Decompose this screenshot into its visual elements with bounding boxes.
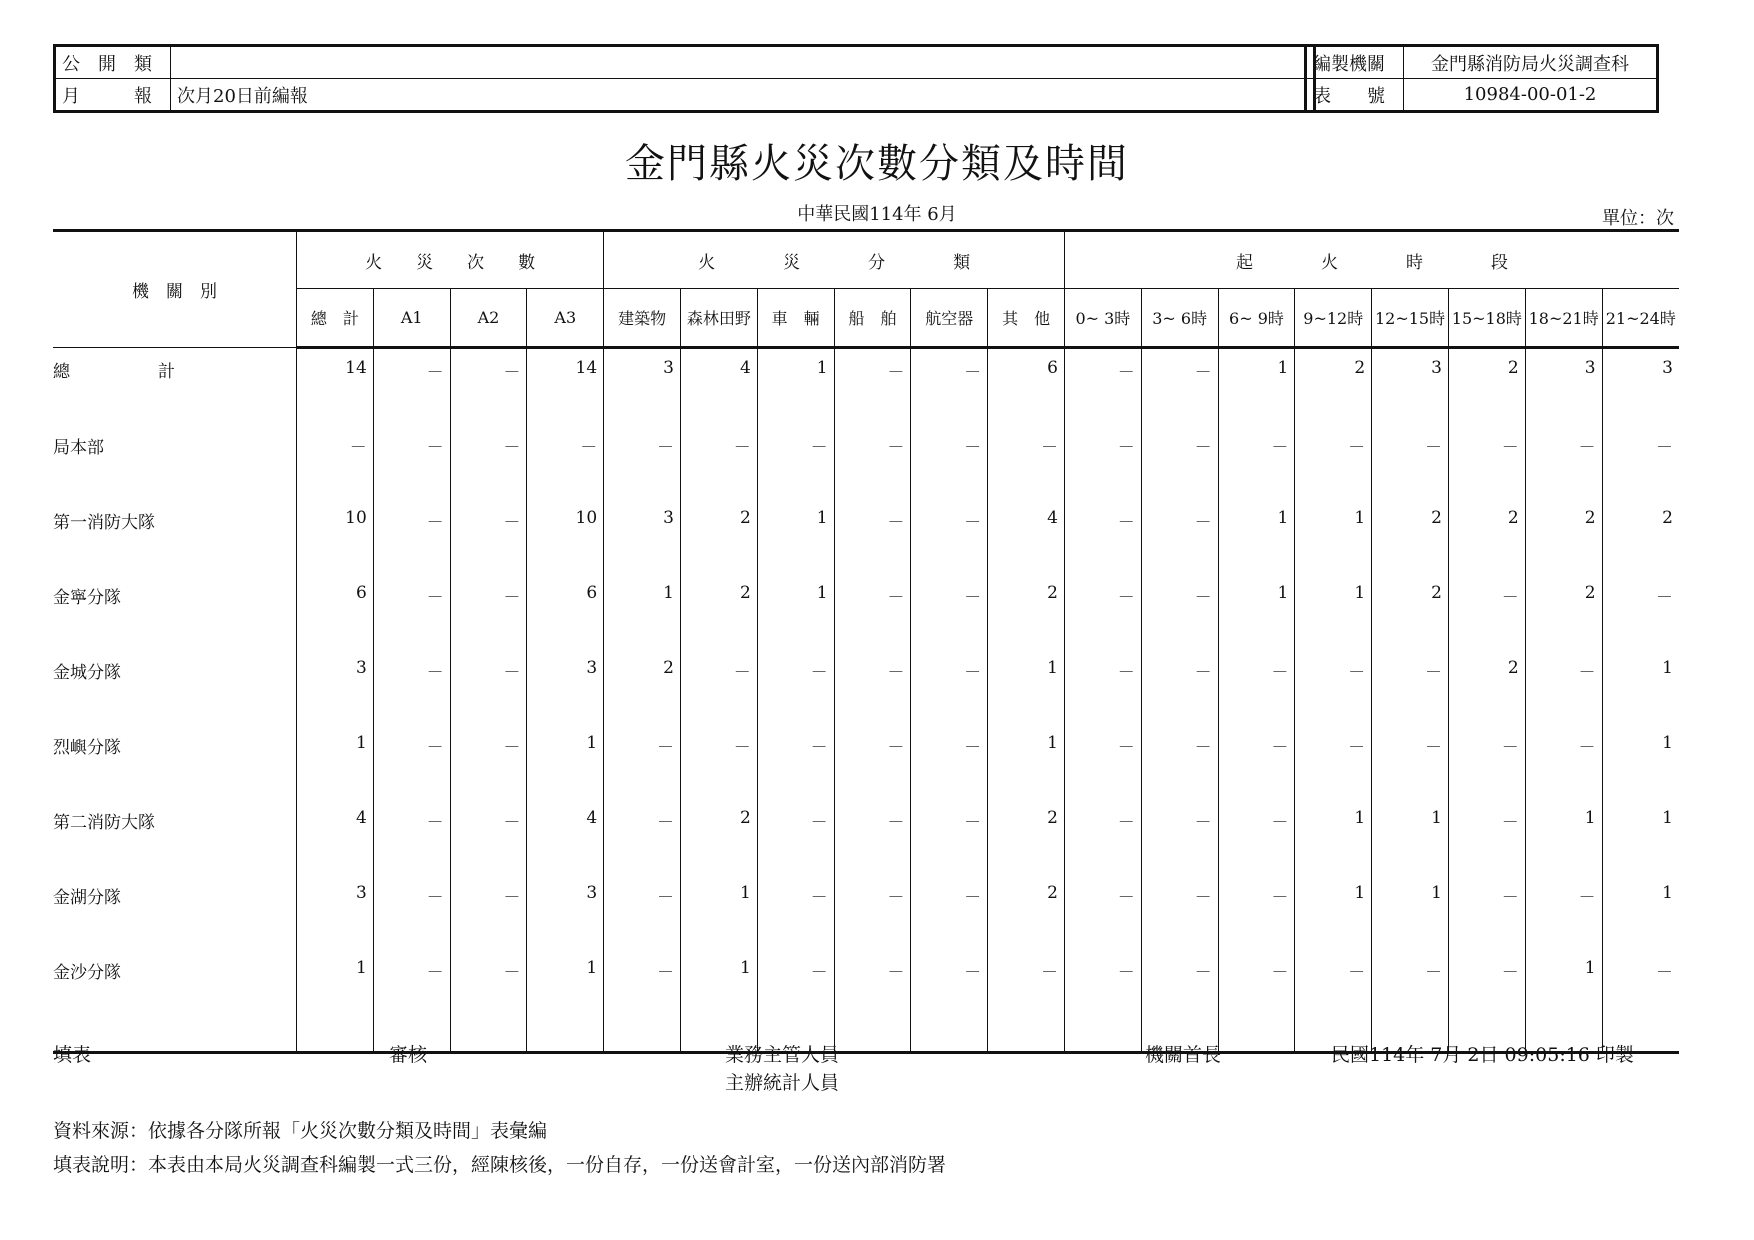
group-header-fire-count: 火 災 次 數 — [297, 231, 604, 289]
value-cell: － — [604, 724, 681, 799]
value-cell: － — [604, 424, 681, 499]
value-cell: － — [1218, 424, 1295, 499]
value-cell: － — [834, 724, 911, 799]
value-cell: － — [757, 424, 834, 499]
value-cell: － — [1218, 949, 1295, 1053]
org-name-cell: 第一消防大隊 — [53, 513, 155, 533]
value-cell: － — [911, 574, 988, 649]
value-cell: － — [911, 874, 988, 949]
value-cell: 1 — [297, 724, 374, 799]
value-cell: － — [1141, 649, 1218, 724]
table-row — [53, 874, 1679, 949]
value-cell: － — [1602, 574, 1679, 649]
header-label-agency: 編製機關 — [1306, 46, 1404, 79]
value-cell: － — [450, 649, 527, 724]
value-cell: － — [834, 348, 911, 425]
subheader-cell: 車 輛 — [757, 289, 834, 348]
value-cell: － — [834, 799, 911, 874]
table-row — [53, 949, 1679, 1053]
header-label-monthly: 月 報 — [55, 79, 171, 112]
value-cell: 1 — [1218, 499, 1295, 574]
subheader-cell: A3 — [527, 289, 604, 348]
value-cell: － — [1448, 424, 1525, 499]
group-header-fire-time: 起 火 時 段 — [1064, 231, 1679, 289]
value-cell: 3 — [604, 499, 681, 574]
header-right-box — [1304, 44, 1659, 113]
subheader-cell: A2 — [450, 289, 527, 348]
value-cell: － — [1295, 424, 1372, 499]
value-cell: 10 — [297, 499, 374, 574]
value-cell: － — [834, 574, 911, 649]
value-cell: 1 — [1295, 874, 1372, 949]
value-cell: 1 — [1218, 348, 1295, 425]
value-cell: － — [450, 799, 527, 874]
value-cell: 1 — [1218, 574, 1295, 649]
table-body — [53, 348, 1679, 1053]
footer-head: 機關首長 — [1145, 1044, 1222, 1066]
org-name-part: 計 — [158, 362, 175, 382]
value-cell: 3 — [297, 649, 374, 724]
org-name-cell: 金寧分隊 — [53, 588, 121, 608]
value-cell: － — [1141, 799, 1218, 874]
value-cell: 10 — [527, 499, 604, 574]
value-cell: － — [450, 348, 527, 425]
value-cell: 2 — [988, 574, 1065, 649]
group-header-fire-category: 火 災 分 類 — [604, 231, 1065, 289]
org-name-cell — [53, 348, 297, 425]
value-cell: 2 — [680, 574, 757, 649]
value-cell: － — [911, 724, 988, 799]
value-cell: 1 — [1602, 799, 1679, 874]
value-cell: 2 — [1372, 499, 1449, 574]
report-period: 中華民國114年 6月 — [797, 204, 957, 225]
footer-supervisor: 業務主管人員 — [725, 1044, 840, 1066]
value-cell: － — [1141, 574, 1218, 649]
value-cell: － — [1064, 949, 1141, 1053]
value-cell: 1 — [604, 574, 681, 649]
value-cell: － — [1448, 574, 1525, 649]
value-cell: 3 — [604, 348, 681, 425]
value-cell: 1 — [680, 949, 757, 1053]
header-left-box — [53, 44, 1316, 113]
value-cell: 1 — [757, 574, 834, 649]
value-cell: 1 — [527, 949, 604, 1053]
value-cell: 1 — [680, 874, 757, 949]
footer-fill: 填表 — [53, 1044, 92, 1066]
value-cell: 2 — [1602, 499, 1679, 574]
value-cell: 6 — [988, 348, 1065, 425]
value-cell: － — [1064, 348, 1141, 425]
value-cell: － — [911, 799, 988, 874]
value-cell: 6 — [297, 574, 374, 649]
value-cell: 1 — [1295, 499, 1372, 574]
value-cell: － — [1372, 949, 1449, 1053]
table-row — [53, 649, 1679, 724]
value-cell: － — [1295, 649, 1372, 724]
value-cell: 2 — [680, 799, 757, 874]
value-cell: － — [297, 424, 374, 499]
subheader-cell: 3~ 6時 — [1141, 289, 1218, 348]
value-cell: － — [373, 949, 450, 1053]
subheader-cell: 船 舶 — [834, 289, 911, 348]
value-cell: － — [680, 724, 757, 799]
value-cell: － — [604, 874, 681, 949]
value-cell: 2 — [1525, 499, 1602, 574]
value-cell: － — [373, 574, 450, 649]
value-cell: － — [1064, 724, 1141, 799]
value-cell: － — [527, 424, 604, 499]
footer-statistician: 主辦統計人員 — [725, 1072, 840, 1094]
value-cell: 1 — [297, 949, 374, 1053]
value-cell: － — [757, 874, 834, 949]
subheader-cell: 18~21時 — [1525, 289, 1602, 348]
value-cell: 1 — [1372, 799, 1449, 874]
value-cell: 1 — [988, 724, 1065, 799]
value-cell: － — [373, 874, 450, 949]
value-cell: － — [757, 949, 834, 1053]
subheader-cell: 建築物 — [604, 289, 681, 348]
value-cell: － — [757, 799, 834, 874]
value-cell: 1 — [1602, 724, 1679, 799]
table-row — [53, 499, 1679, 574]
value-cell: － — [1218, 799, 1295, 874]
value-cell: 1 — [1295, 799, 1372, 874]
value-cell: － — [1141, 499, 1218, 574]
value-cell: － — [757, 724, 834, 799]
value-cell: － — [1448, 874, 1525, 949]
value-cell: 4 — [680, 348, 757, 425]
value-cell: － — [1525, 649, 1602, 724]
value-cell: － — [1064, 424, 1141, 499]
subheader-cell: 9~12時 — [1295, 289, 1372, 348]
value-cell: 1 — [527, 724, 604, 799]
value-cell: 3 — [1372, 348, 1449, 425]
value-cell: 3 — [1602, 348, 1679, 425]
value-cell: 1 — [1295, 574, 1372, 649]
value-cell: － — [1064, 799, 1141, 874]
value-cell: － — [680, 649, 757, 724]
value-cell: － — [911, 949, 988, 1053]
value-cell: 3 — [527, 874, 604, 949]
signature-footer — [53, 1040, 1679, 1100]
org-name-cell: 第二消防大隊 — [53, 813, 155, 833]
value-cell: － — [604, 949, 681, 1053]
value-cell: － — [1448, 724, 1525, 799]
value-cell: 1 — [757, 499, 834, 574]
subheader-cell: 15~18時 — [1448, 289, 1525, 348]
subheader-cell: A1 — [373, 289, 450, 348]
value-cell: － — [911, 499, 988, 574]
subheader-cell: 其 他 — [988, 289, 1065, 348]
table-row — [53, 799, 1679, 874]
value-cell: 1 — [988, 649, 1065, 724]
table-row — [53, 348, 1679, 425]
value-cell: － — [1064, 874, 1141, 949]
value-cell: － — [834, 499, 911, 574]
value-cell: 1 — [1525, 799, 1602, 874]
value-cell: 14 — [527, 348, 604, 425]
value-cell: 2 — [1295, 348, 1372, 425]
value-cell: 6 — [527, 574, 604, 649]
value-cell: － — [1295, 949, 1372, 1053]
value-cell: － — [1295, 724, 1372, 799]
value-cell: 4 — [297, 799, 374, 874]
value-cell: － — [373, 799, 450, 874]
value-cell: 2 — [1372, 574, 1449, 649]
value-cell: 2 — [1448, 348, 1525, 425]
value-cell: － — [373, 724, 450, 799]
header-label-form-no: 表 號 — [1306, 79, 1404, 112]
value-cell: － — [373, 424, 450, 499]
header-label-public: 公 開 類 — [55, 46, 171, 79]
value-cell: － — [1448, 949, 1525, 1053]
subheader-row — [53, 289, 1679, 348]
value-cell: － — [1372, 424, 1449, 499]
subheader-cell: 森林田野 — [680, 289, 757, 348]
table-row — [53, 724, 1679, 799]
org-name-cell: 金沙分隊 — [53, 949, 297, 1053]
header-value-public — [171, 46, 1315, 79]
value-cell: － — [1602, 949, 1679, 1053]
value-cell: － — [1525, 424, 1602, 499]
org-column-header: 機 關 別 — [53, 231, 297, 348]
value-cell: － — [1525, 724, 1602, 799]
value-cell: － — [373, 348, 450, 425]
value-cell: － — [604, 799, 681, 874]
value-cell: － — [1141, 724, 1218, 799]
value-cell: － — [450, 574, 527, 649]
value-cell: 1 — [1602, 874, 1679, 949]
value-cell: － — [988, 949, 1065, 1053]
value-cell: － — [1141, 949, 1218, 1053]
value-cell: － — [1141, 348, 1218, 425]
value-cell: － — [1141, 424, 1218, 499]
value-cell: － — [1525, 874, 1602, 949]
value-cell: 4 — [527, 799, 604, 874]
value-cell: － — [911, 348, 988, 425]
note-instructions: 填表說明：本表由本局火災調查科編製一式三份，經陳核後，一份自存，一份送會計室，一份送內部消防署 — [53, 1154, 947, 1176]
value-cell: － — [1372, 724, 1449, 799]
value-cell: 2 — [988, 799, 1065, 874]
value-cell: 3 — [1525, 348, 1602, 425]
subheader-cell: 航空器 — [911, 289, 988, 348]
value-cell: － — [450, 874, 527, 949]
subheader-cell: 6~ 9時 — [1218, 289, 1295, 348]
org-name-part: 總 — [53, 362, 70, 382]
value-cell: － — [373, 499, 450, 574]
value-cell: － — [1448, 799, 1525, 874]
org-name-cell: 局本部 — [53, 438, 104, 458]
header-value-agency: 金門縣消防局火災調查科 — [1404, 46, 1658, 79]
unit-label: 單位：次 — [1602, 208, 1674, 229]
value-cell: － — [911, 649, 988, 724]
value-cell: － — [1064, 574, 1141, 649]
value-cell: － — [757, 649, 834, 724]
value-cell: 1 — [1372, 874, 1449, 949]
table-row — [53, 574, 1679, 649]
value-cell: － — [1218, 649, 1295, 724]
value-cell: 2 — [604, 649, 681, 724]
value-cell: 4 — [988, 499, 1065, 574]
value-cell: 1 — [1602, 649, 1679, 724]
notes — [53, 1114, 946, 1182]
value-cell: 3 — [527, 649, 604, 724]
org-name-cell: 烈嶼分隊 — [53, 738, 121, 758]
value-cell: － — [911, 424, 988, 499]
value-cell: 3 — [297, 874, 374, 949]
value-cell: － — [834, 949, 911, 1053]
value-cell: 1 — [1525, 949, 1602, 1053]
value-cell: － — [680, 424, 757, 499]
footer-printed: 民國114年 7月 2日 09:05:16 印製 — [1331, 1044, 1634, 1066]
value-cell: － — [834, 424, 911, 499]
value-cell: － — [1064, 649, 1141, 724]
value-cell: 1 — [757, 348, 834, 425]
value-cell: － — [450, 949, 527, 1053]
subheader-cell: 總 計 — [297, 289, 374, 348]
value-cell: － — [1064, 499, 1141, 574]
value-cell: － — [1602, 424, 1679, 499]
subheader-cell: 12~15時 — [1372, 289, 1449, 348]
value-cell: 2 — [1525, 574, 1602, 649]
value-cell: 14 — [297, 348, 374, 425]
value-cell: － — [1372, 649, 1449, 724]
statistics-table — [53, 229, 1679, 1054]
header-value-form-no: 10984-00-01-2 — [1404, 79, 1658, 112]
header-value-monthly: 次月20日前編報 — [171, 79, 1315, 112]
value-cell: － — [988, 424, 1065, 499]
value-cell: － — [450, 424, 527, 499]
subheader-cell: 21~24時 — [1602, 289, 1679, 348]
value-cell: － — [450, 499, 527, 574]
value-cell: 2 — [988, 874, 1065, 949]
value-cell: － — [834, 649, 911, 724]
value-cell: 2 — [680, 499, 757, 574]
table-row — [53, 424, 1679, 499]
value-cell: － — [373, 649, 450, 724]
page-title: 金門縣火災次數分類及時間 — [625, 141, 1129, 187]
value-cell: － — [1141, 874, 1218, 949]
subheader-cell: 0~ 3時 — [1064, 289, 1141, 348]
value-cell: － — [834, 874, 911, 949]
note-source: 資料來源：依據各分隊所報「火災次數分類及時間」表彙編 — [53, 1120, 548, 1142]
org-name-cell: 金湖分隊 — [53, 888, 121, 908]
value-cell: 2 — [1448, 499, 1525, 574]
value-cell: － — [450, 724, 527, 799]
footer-review: 審核 — [389, 1044, 428, 1066]
value-cell: － — [1218, 874, 1295, 949]
value-cell: 2 — [1448, 649, 1525, 724]
value-cell: － — [1218, 724, 1295, 799]
org-name-cell: 金城分隊 — [53, 663, 121, 683]
